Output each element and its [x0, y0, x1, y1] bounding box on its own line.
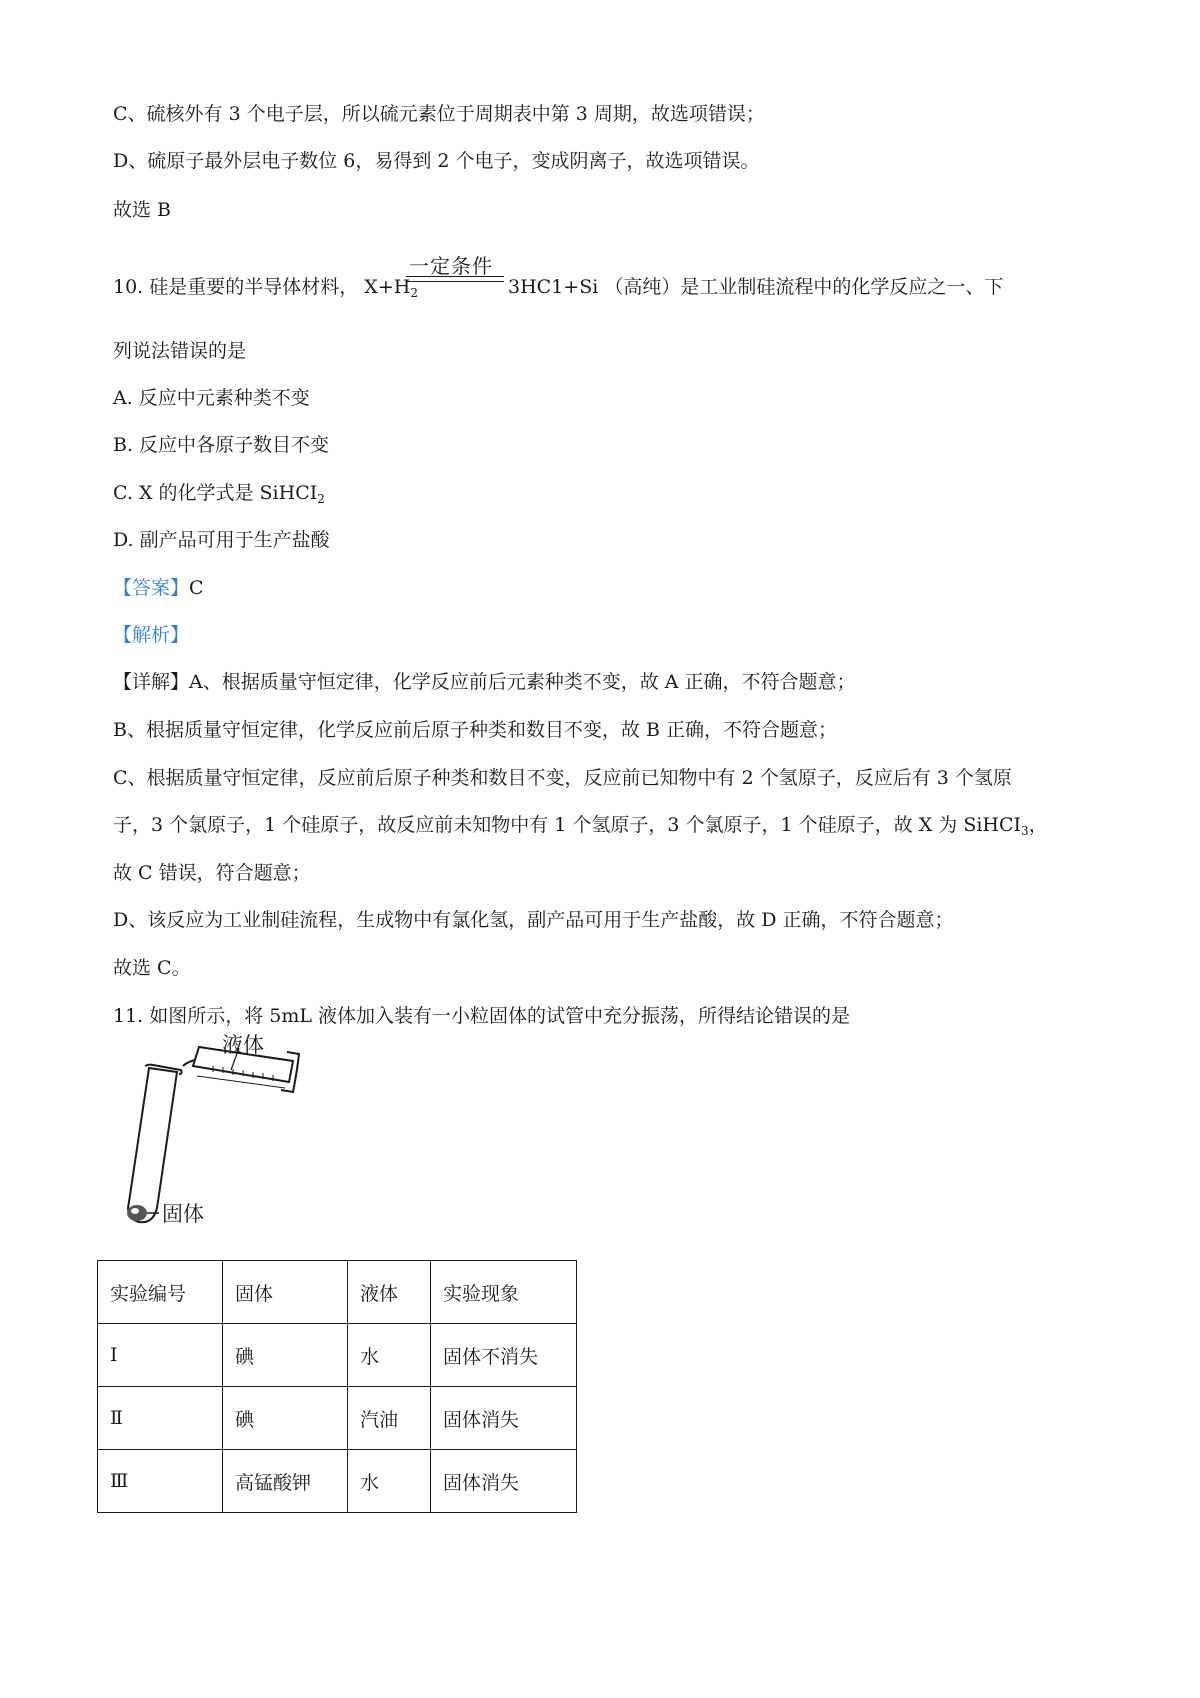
- table-row: [98, 1450, 577, 1513]
- table-cell: 固体不消失: [431, 1324, 577, 1387]
- detail-c-line-3: 故 C 错误，符合题意；: [113, 862, 311, 884]
- label-solid: 固体: [162, 1202, 204, 1226]
- answer-line: [113, 575, 204, 601]
- table-cell: 水: [348, 1324, 431, 1387]
- option-d-previous: D、硫原子最外层电子数位 6，易得到 2 个电子，变成阴离子，故选项错误。: [113, 150, 760, 172]
- table-cell: Ⅰ: [98, 1324, 223, 1387]
- detail-c-line-2: 子，3 个氯原子，1 个硅原子，故反应前未知物中有 1 个氢原子，3 个氯原子，1 个硅原子，故 X 为 SiHCI$_3$，: [113, 814, 1048, 838]
- answer-value: C: [189, 577, 204, 599]
- table-cell: Ⅲ: [98, 1450, 223, 1513]
- table-cell: 固体消失: [431, 1387, 577, 1450]
- question-10-prefix: 10. 硅是重要的半导体材料， $X+H_2$: [113, 276, 418, 300]
- test-tube-diagram: [113, 1046, 313, 1246]
- select-c-conclusion: 故选 C。: [113, 957, 191, 979]
- table-cell: 高锰酸钾: [223, 1450, 348, 1513]
- label-liquid: 液体: [222, 1033, 264, 1057]
- table-cell: 碘: [223, 1387, 348, 1450]
- detail-d: D、该反应为工业制硅流程，生成物中有氯化氢，副产品可用于生产盐酸，故 D 正确，不符合题意；: [113, 909, 954, 931]
- header-cell: 实验编号: [98, 1261, 223, 1324]
- solid-particle-icon: [127, 1205, 147, 1221]
- detail-a: 【详解】A、根据质量守恒定律，化学反应前后元素种类不变，故 A 正确，不符合题意；: [113, 671, 856, 693]
- question-10-suffix: 3HC1+Si （高纯）是工业制硅流程中的化学反应之一、下: [508, 276, 1004, 298]
- detail-b: B、根据质量守恒定律，化学反应前后原子种类和数目不变，故 B 正确，不符合题意；: [113, 719, 838, 741]
- test-tube-icon: [128, 1065, 182, 1223]
- table-cell: 水: [348, 1450, 431, 1513]
- reaction-condition: 一定条件: [409, 254, 493, 278]
- option-a: A. 反应中元素种类不变: [113, 387, 310, 409]
- detail-c-line-1: C、根据质量守恒定律，反应前后原子种类和数目不变，反应前已知物中有 2 个氢原子，反应后有 3 个氢原: [113, 767, 1012, 789]
- table-row: [98, 1324, 577, 1387]
- table-cell: Ⅱ: [98, 1387, 223, 1450]
- option-d: D. 副产品可用于生产盐酸: [113, 529, 330, 551]
- option-c: C. X 的化学式是 SiHCI$_2$: [113, 482, 325, 506]
- header-cell: 固体: [223, 1261, 348, 1324]
- table-cell: 固体消失: [431, 1450, 577, 1513]
- header-cell: 实验现象: [431, 1261, 577, 1324]
- table-header-row: [98, 1261, 577, 1324]
- equals-sign: [406, 276, 504, 282]
- option-b: B. 反应中各原子数目不变: [113, 434, 330, 456]
- experiment-table: [97, 1260, 577, 1513]
- header-cell: 液体: [348, 1261, 431, 1324]
- table-row: [98, 1387, 577, 1450]
- analysis-tag: 【解析】: [113, 624, 190, 646]
- question-11: 11. 如图所示，将 5mL 液体加入装有一小粒固体的试管中充分振荡，所得结论错误的是: [113, 1005, 851, 1027]
- select-b-conclusion: 故选 B: [113, 199, 172, 221]
- table-cell: 碘: [223, 1324, 348, 1387]
- option-c-previous: C、硫核外有 3 个电子层，所以硫元素位于周期表中第 3 周期，故选项错误；: [113, 103, 765, 125]
- answer-tag: 【答案】: [113, 577, 190, 599]
- table-cell: 汽油: [348, 1387, 431, 1450]
- question-10-continuation: 列说法错误的是: [113, 340, 247, 362]
